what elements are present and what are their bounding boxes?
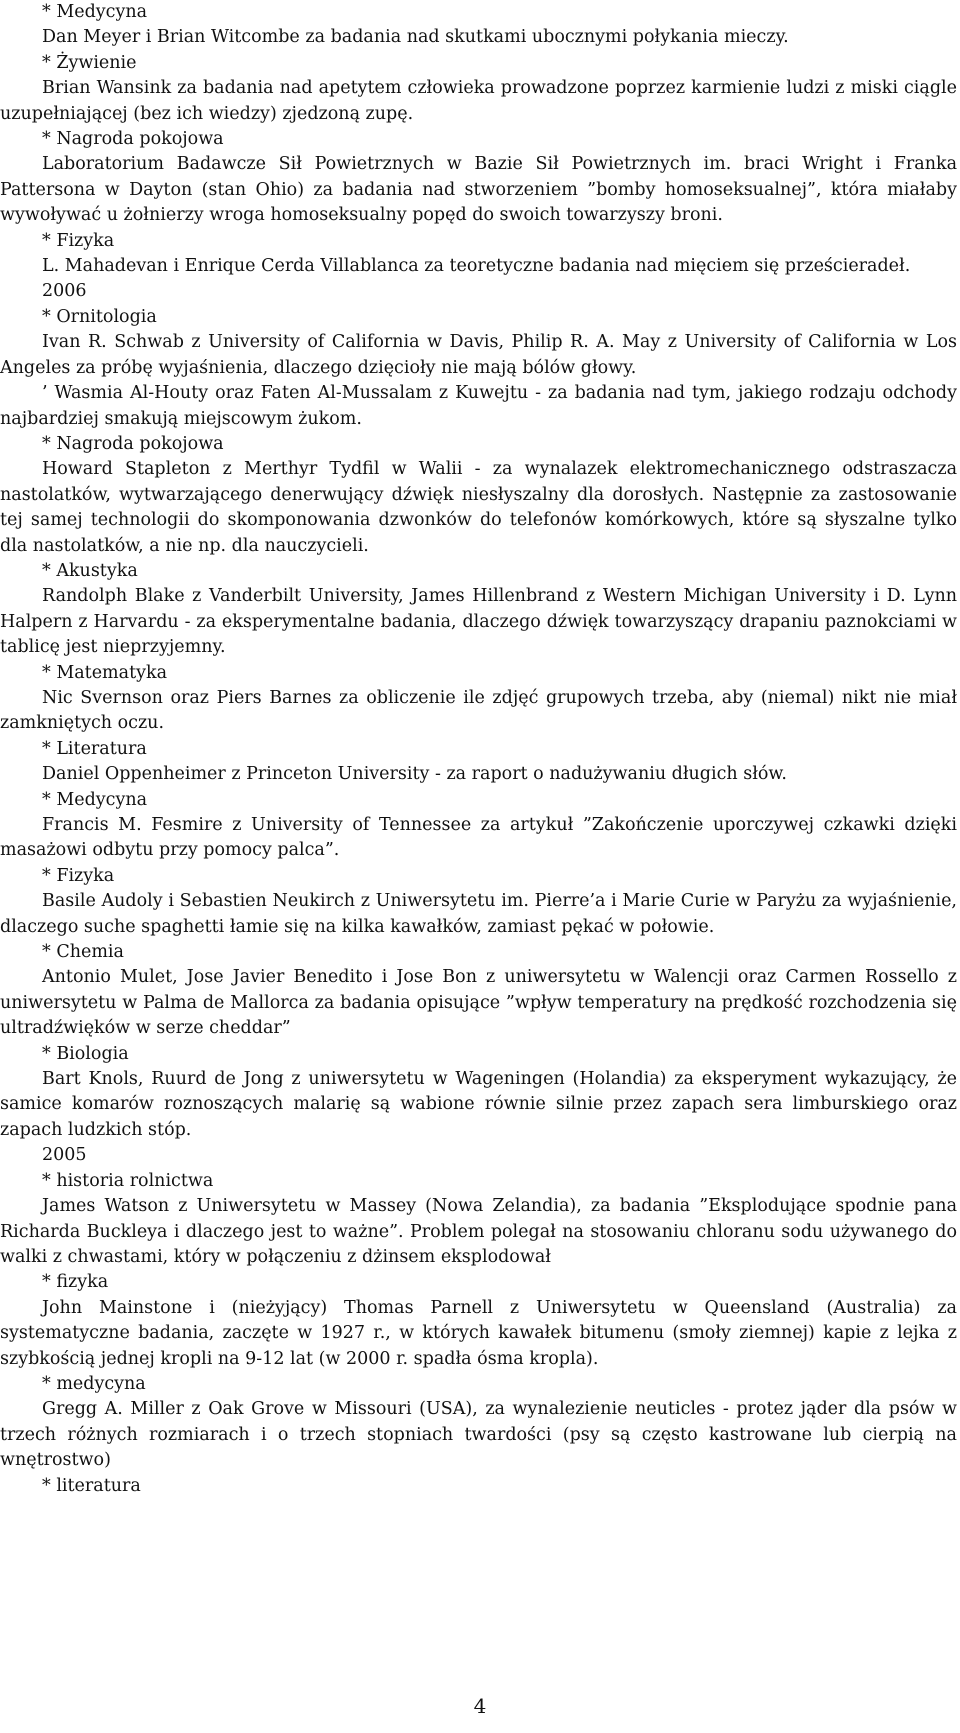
entry-paragraph: Daniel Oppenheimer z Princeton University - za raport o nadużywaniu długich słów. (42, 764, 787, 785)
category-heading: * historia rolnictwa (42, 1170, 214, 1191)
category-heading: * Matematyka (42, 662, 168, 683)
category-heading: * Medycyna (42, 789, 148, 810)
entry-paragraph: Ivan R. Schwab z University of California w Davis, Philip R. A. May z University of California w Los Angeles za próbę wyjaśnienia, dlaczego dzięcioły nie mają bólów głowy. (0, 332, 957, 378)
category-heading: * Fizyka (42, 865, 115, 886)
entry-paragraph: Francis M. Fesmire z University of Tennessee za artykuł ”Zakończenie uporczywej czkawki dzięki masażowi odbytu przy pomocy palca”. (0, 815, 957, 861)
entry-paragraph: Brian Wansink za badania nad apetytem człowieka prowadzone poprzez karmienie ludzi z miski ciągle uzupełniającej (bez ich wiedzy) zjedzoną zupę. (0, 78, 957, 124)
entry-paragraph: Laboratorium Badawcze Sił Powietrznych w Bazie Sił Powietrznych im. braci Wright i Franka Pattersona w Dayton (stan Ohio) za badania nad stworzeniem ”bomby homoseksualnej”, która miałaby wywoływać u żołnierzy wroga homoseksualny popęd do swoich towarzyszy broni. (0, 154, 957, 226)
entry-paragraph: Gregg A. Miller z Oak Grove w Missouri (USA), za wynalezienie neuticles - protez jąder dla psów w trzech różnych rozmiarach i o trzech stopniach twardości (psy są często kastrowane lub cierpią na wnętrostwo) (0, 1399, 957, 1471)
category-heading: * literatura (42, 1475, 141, 1496)
category-heading: * Nagroda pokojowa (42, 433, 224, 454)
entry-paragraph: Antonio Mulet, Jose Javier Benedito i Jose Bon z uniwersytetu w Walencji oraz Carmen Rossello z uniwersytetu w Palma de Mallorca za badania opisujące ”wpływ temperatury na prędkość rozchodzenia się ultradźwięków w serze cheddar” (0, 967, 957, 1039)
category-heading: * Nagroda pokojowa (42, 129, 224, 150)
category-heading: * fizyka (42, 1272, 109, 1293)
category-heading: * medycyna (42, 1373, 146, 1394)
category-heading: * Żywienie (42, 52, 137, 73)
category-heading: * Ornitologia (42, 306, 157, 327)
entry-paragraph: L. Mahadevan i Enrique Cerda Villablanca za teoretyczne badania nad mięciem się prześcieradeł. (42, 256, 911, 277)
entry-paragraph: Howard Stapleton z Merthyr Tydfil w Walii - za wynalazek elektromechanicznego odstraszacza nastolatków, wytwarzającego denerwujący dźwięk niesłyszalny dla dorosłych. Następnie za zastosowanie tej samej technologii do skomponowania dzwonków do telefonów komórkowych, które są słyszalne tylko dla nastolatków, a nie np. dla nauczycieli. (0, 459, 957, 556)
year-heading: 2006 (42, 281, 87, 302)
entry-paragraph: Bart Knols, Ruurd de Jong z uniwersytetu w Wageningen (Holandia) za eksperyment wykazujący, że samice komarów roznoszących malarię są wabione równie silnie przez zapach sera limburskiego oraz zapach ludzkich stóp. (0, 1069, 957, 1140)
category-heading: * Biologia (42, 1043, 129, 1064)
page-number: 4 (473, 1694, 487, 1718)
entry-paragraph: James Watson z Uniwersytetu w Massey (Nowa Zelandia), za badania ”Eksplodujące spodnie pana Richarda Buckleya i dlaczego jest to ważne”. Problem polegał na stosowaniu chloranu sodu używanego do walki z chwastami, który w połączeniu z dżinsem eksplodował (0, 1196, 957, 1267)
category-heading: * Medycyna (42, 2, 148, 22)
category-heading: * Akustyka (42, 560, 138, 581)
entry-paragraph: Nic Svernson oraz Piers Barnes za obliczenie ile zdjęć grupowych trzeba, aby (niemal) nikt nie miał zamkniętych oczu. (0, 687, 957, 734)
entry-paragraph: John Mainstone i (nieżyjący) Thomas Parnell z Uniwersytetu w Queensland (Australia) za systematyczne badania, zaczęte w 1927 r., w których kawałek bitumenu (smoły ziemnej) kapie z lejka z szybkością jednej kropli na 9-12 lat (w 2000 r. spadła ósma kropla). (0, 1297, 957, 1369)
entry-paragraph: ’ Wasmia Al-Houty oraz Faten Al-Mussalam z Kuwejtu - za badania nad tym, jakiego rodzaju odchody najbardziej smakują miejscowym żukom. (0, 383, 957, 429)
year-heading: 2005 (42, 1145, 87, 1166)
entry-paragraph: Dan Meyer i Brian Witcombe za badania nad skutkami ubocznymi połykania mieczy. (42, 27, 789, 48)
entry-paragraph: Basile Audoly i Sebastien Neukirch z Uniwersytetu im. Pierre’a i Marie Curie w Paryżu za wyjaśnienie, dlaczego suche spaghetti łamie się na kilka kawałków, zamiast pękać w połowie. (0, 891, 957, 937)
category-heading: * Fizyka (42, 230, 115, 251)
entry-paragraph: Randolph Blake z Vanderbilt University, James Hillenbrand z Western Michigan University i D. Lynn Halpern z Harvardu - za eksperymentalne badania, dlaczego dźwięk towarzyszący drapaniu paznokciami w tablicę jest nieprzyjemny. (0, 586, 957, 658)
category-heading: * Chemia (42, 942, 124, 963)
category-heading: * Literatura (42, 738, 147, 759)
